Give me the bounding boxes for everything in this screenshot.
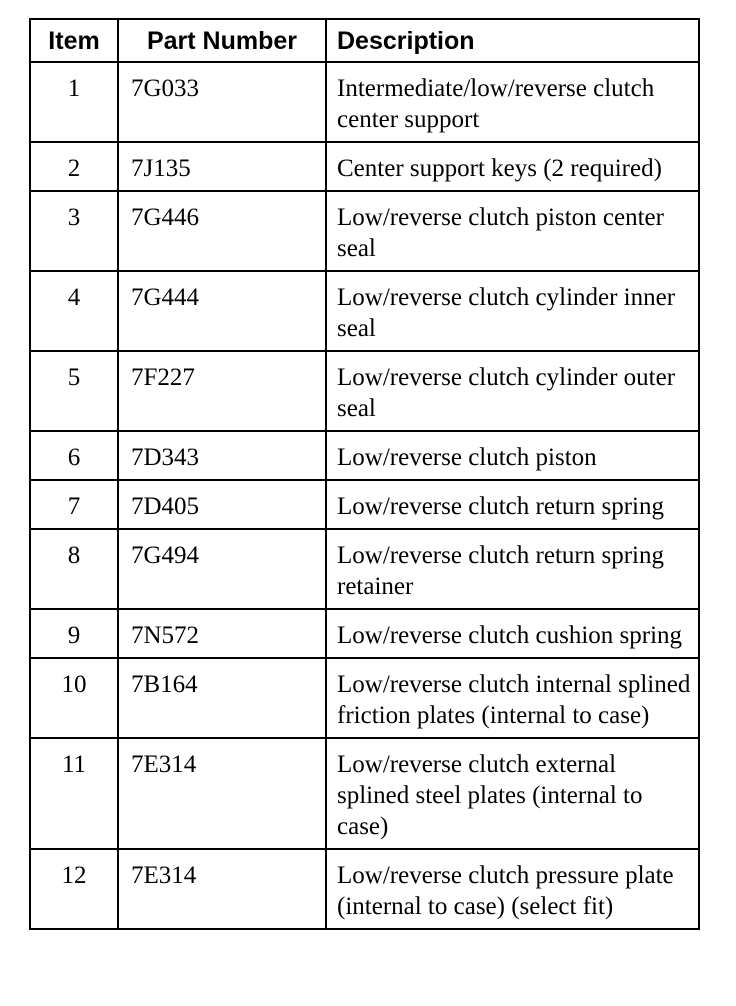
item-cell: 3: [30, 191, 118, 271]
table-row: [30, 271, 699, 351]
part-number-cell: 7D405: [118, 480, 326, 529]
description-cell: Low/reverse clutch cylinder outer seal: [326, 351, 699, 431]
part-number-cell: 7F227: [118, 351, 326, 431]
description-cell: Low/reverse clutch cylinder inner seal: [326, 271, 699, 351]
table-row: [30, 351, 699, 431]
item-cell: 6: [30, 431, 118, 480]
item-cell: 4: [30, 271, 118, 351]
description-cell: Intermediate/low/reverse clutch center support: [326, 62, 699, 142]
part-number-cell: 7G494: [118, 529, 326, 609]
header-description: Description: [326, 19, 699, 62]
header-item: Item: [30, 19, 118, 62]
item-cell: 1: [30, 62, 118, 142]
table-row: [30, 529, 699, 609]
description-cell: Low/reverse clutch internal splined friction plates (internal to case): [326, 658, 699, 738]
item-cell: 11: [30, 738, 118, 849]
table-row: [30, 480, 699, 529]
part-number-cell: 7D343: [118, 431, 326, 480]
description-cell: Low/reverse clutch external splined steel plates (internal to case): [326, 738, 699, 849]
part-number-cell: 7G033: [118, 62, 326, 142]
description-cell: Low/reverse clutch return spring retainer: [326, 529, 699, 609]
description-cell: Low/reverse clutch pressure plate (internal to case) (select fit): [326, 849, 699, 929]
header-part-number: Part Number: [118, 19, 326, 62]
table-row: [30, 431, 699, 480]
part-number-cell: 7B164: [118, 658, 326, 738]
part-number-cell: 7E314: [118, 849, 326, 929]
description-cell: Low/reverse clutch return spring: [326, 480, 699, 529]
parts-table: [29, 18, 700, 930]
description-cell: Center support keys (2 required): [326, 142, 699, 191]
item-cell: 8: [30, 529, 118, 609]
table-row: [30, 142, 699, 191]
item-cell: 10: [30, 658, 118, 738]
part-number-cell: 7E314: [118, 738, 326, 849]
table-row: [30, 609, 699, 658]
item-cell: 12: [30, 849, 118, 929]
part-number-cell: 7N572: [118, 609, 326, 658]
header-row: [30, 19, 699, 62]
item-cell: 7: [30, 480, 118, 529]
item-cell: 5: [30, 351, 118, 431]
item-cell: 2: [30, 142, 118, 191]
description-cell: Low/reverse clutch cushion spring: [326, 609, 699, 658]
table-row: [30, 191, 699, 271]
part-number-cell: 7J135: [118, 142, 326, 191]
table-row: [30, 658, 699, 738]
description-cell: Low/reverse clutch piston center seal: [326, 191, 699, 271]
description-cell: Low/reverse clutch piston: [326, 431, 699, 480]
table-row: [30, 738, 699, 849]
part-number-cell: 7G444: [118, 271, 326, 351]
item-cell: 9: [30, 609, 118, 658]
part-number-cell: 7G446: [118, 191, 326, 271]
table-row: [30, 849, 699, 929]
table-row: [30, 62, 699, 142]
